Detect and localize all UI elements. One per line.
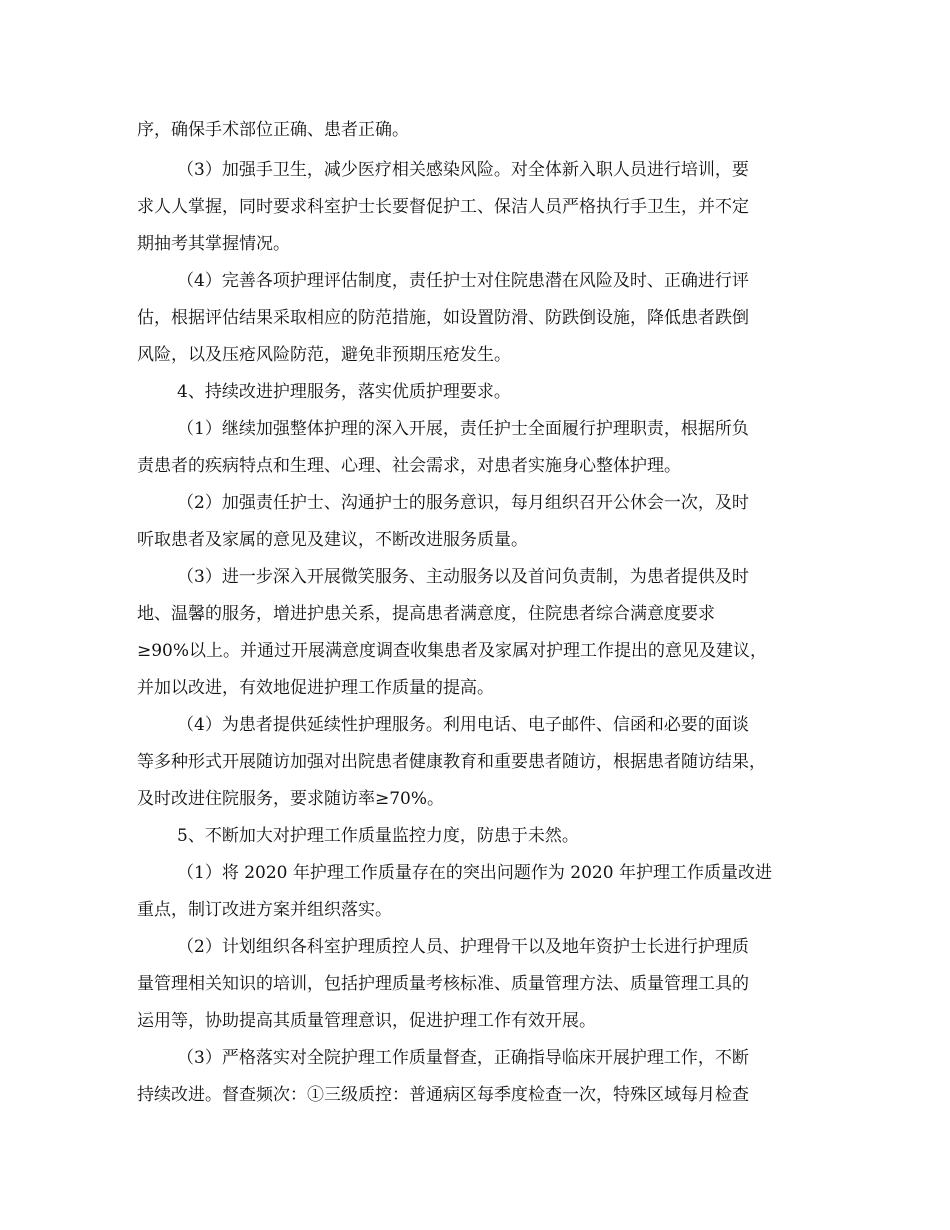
- text-line: 量管理相关知识的培训，包括护理质量考核标准、质量管理方法、质量管理工具的: [137, 974, 749, 994]
- text-line: 责患者的疾病特点和生理、心理、社会需求，对患者实施身心整体护理。: [137, 456, 681, 476]
- text-line: （2）加强责任护士、沟通护士的服务意识，每月组织召开公休会一次，及时: [177, 493, 749, 513]
- section-heading: 4、持续改进护理服务，落实优质护理要求。: [177, 382, 511, 402]
- text-line: 及时改进住院服务，要求随访率≥70%。: [137, 789, 445, 809]
- text-line: （2）计划组织各科室护理质控人员、护理骨干以及地年资护士长进行护理质: [177, 937, 749, 957]
- text-line: 并加以改进，有效地促进护理工作质量的提高。: [137, 678, 494, 698]
- text-line: 听取患者及家属的意见及建议，不断改进服务质量。: [137, 530, 528, 550]
- section-heading: 5、不断加大对护理工作质量监控力度，防患于未然。: [177, 826, 579, 846]
- text-line: （4）完善各项护理评估制度，责任护士对住院患潜在风险及时、正确进行评: [177, 271, 749, 291]
- text-line: （3）严格落实对全院护理工作质量督查，正确指导临床开展护理工作，不断: [177, 1048, 749, 1068]
- text-line: 运用等，协助提高其质量管理意识，促进护理工作有效开展。: [137, 1011, 596, 1031]
- text-line: ≥90%以上。并通过开展满意度调查收集患者及家属对护理工作提出的意见及建议，: [137, 641, 768, 661]
- text-line: 持续改进。督查频次：①三级质控：普通病区每季度检查一次，特殊区域每月检查: [137, 1085, 749, 1105]
- text-line: （1）将 2020 年护理工作质量存在的突出问题作为 2020 年护理工作质量改进: [177, 863, 772, 883]
- text-line: 求人人掌握，同时要求科室护士长要督促护工、保洁人员严格执行手卫生，并不定: [137, 197, 749, 217]
- text-line: （3）加强手卫生，减少医疗相关感染风险。对全体新入职人员进行培训，要: [177, 160, 749, 180]
- text-line: （1）继续加强整体护理的深入开展，责任护士全面履行护理职责，根据所负: [177, 419, 749, 439]
- text-line: 序，确保手术部位正确、患者正确。: [137, 120, 409, 140]
- text-line: 重点，制订改进方案并组织落实。: [137, 900, 392, 920]
- text-line: （4）为患者提供延续性护理服务。利用电话、电子邮件、信函和必要的面谈: [177, 715, 749, 735]
- text-line: （3）进一步深入开展微笑服务、主动服务以及首问负责制，为患者提供及时: [177, 567, 749, 587]
- text-line: 估，根据评估结果采取相应的防范措施，如设置防滑、防跌倒设施，降低患者跌倒: [137, 308, 749, 328]
- text-line: 风险，以及压疮风险防范，避免非预期压疮发生。: [137, 345, 511, 365]
- text-line: 地、温馨的服务，增进护患关系，提高患者满意度，住院患者综合满意度要求: [137, 604, 715, 624]
- text-line: 期抽考其掌握情况。: [137, 234, 290, 254]
- text-line: 等多种形式开展随访加强对出院患者健康教育和重要患者随访，根据患者随访结果，: [137, 752, 766, 772]
